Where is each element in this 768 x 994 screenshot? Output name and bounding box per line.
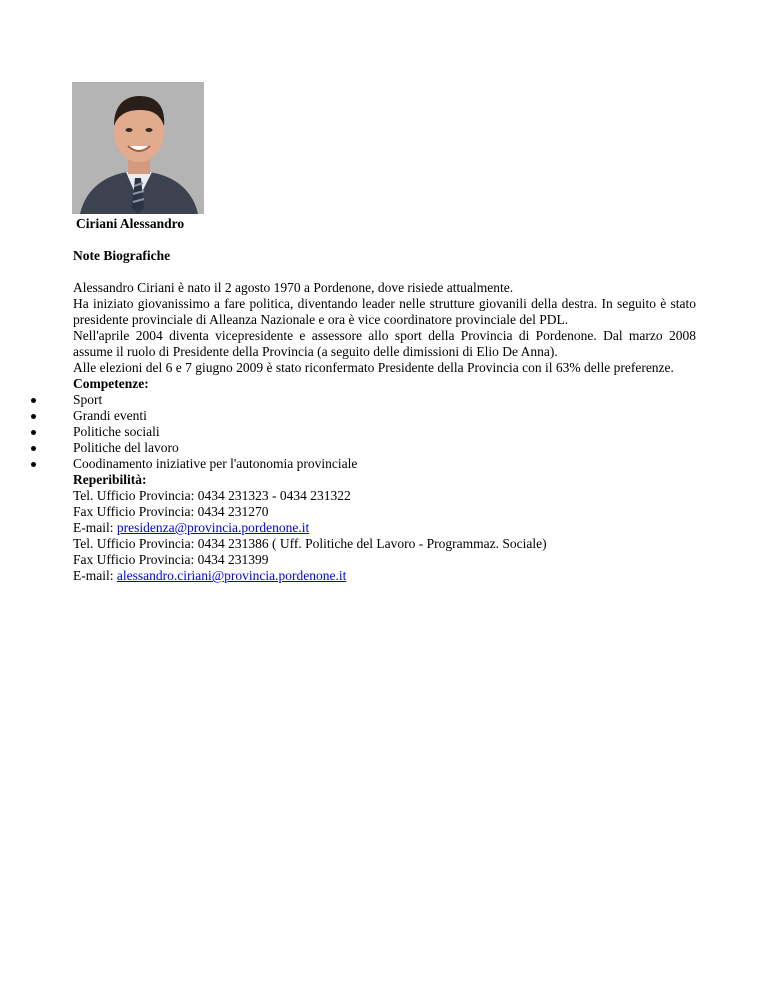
- list-item: Politiche del lavoro: [73, 440, 696, 456]
- fax-line: Fax Ufficio Provincia: 0434 231270: [73, 504, 269, 519]
- fax-line: Fax Ufficio Provincia: 0434 231399: [73, 552, 269, 567]
- bullet-icon: [31, 462, 36, 467]
- portrait-icon: [72, 82, 204, 214]
- email-line: E-mail: alessandro.ciriani@provincia.pordenone.it: [73, 568, 347, 583]
- bio-paragraph: Nell'aprile 2004 diventa vicepresidente e assessore allo sport della Provincia di Pordenone. Dal marzo 2008 assume il ruolo di Presidente della Provincia (a seguito delle dimissioni di Elio De Anna).: [73, 328, 696, 359]
- email-link-ciriani[interactable]: alessandro.ciriani@provincia.pordenone.it: [116, 568, 347, 583]
- phone-line: Tel. Ufficio Provincia: 0434 231386 ( Uff. Politiche del Lavoro - Programmaz. Sociale): [73, 536, 547, 551]
- section-heading: Note Biografiche: [73, 248, 171, 263]
- person-name: Ciriani Alessandro: [76, 216, 185, 231]
- bio-content: [73, 280, 696, 584]
- bullet-icon: [31, 414, 36, 419]
- bullet-icon: [31, 398, 36, 403]
- phone-line: Tel. Ufficio Provincia: 0434 231323 - 0434 231322: [73, 488, 351, 503]
- list-item: Coodinamento iniziative per l'autonomia provinciale: [73, 456, 696, 472]
- bio-paragraph: Ha iniziato giovanissimo a fare politica, diventando leader nelle strutture giovanili della destra. In seguito è stato presidente provinciale di Alleanza Nazionale e ora è vice coordinatore provinciale del PDL.: [73, 296, 696, 327]
- email-line: E-mail: presidenza@provincia.pordenone.it: [73, 520, 310, 535]
- reperibilita-label: Reperibilità:: [73, 472, 147, 487]
- bullet-icon: [31, 430, 36, 435]
- bio-paragraph: Alle elezioni del 6 e 7 giugno 2009 è stato riconfermato Presidente della Provincia con il 63% delle preferenze.: [73, 360, 674, 375]
- bullet-icon: [31, 446, 36, 451]
- list-item: Politiche sociali: [73, 424, 696, 440]
- competenze-label: Competenze:: [73, 376, 149, 391]
- bio-paragraph: Alessandro Ciriani è nato il 2 agosto 1970 a Pordenone, dove risiede attualmente.: [73, 280, 514, 295]
- portrait-photo: [72, 82, 204, 214]
- list-item: Grandi eventi: [73, 408, 696, 424]
- competenze-list: [73, 392, 696, 472]
- list-item: Sport: [73, 392, 696, 408]
- email-link-presidenza[interactable]: presidenza@provincia.pordenone.it: [116, 520, 310, 535]
